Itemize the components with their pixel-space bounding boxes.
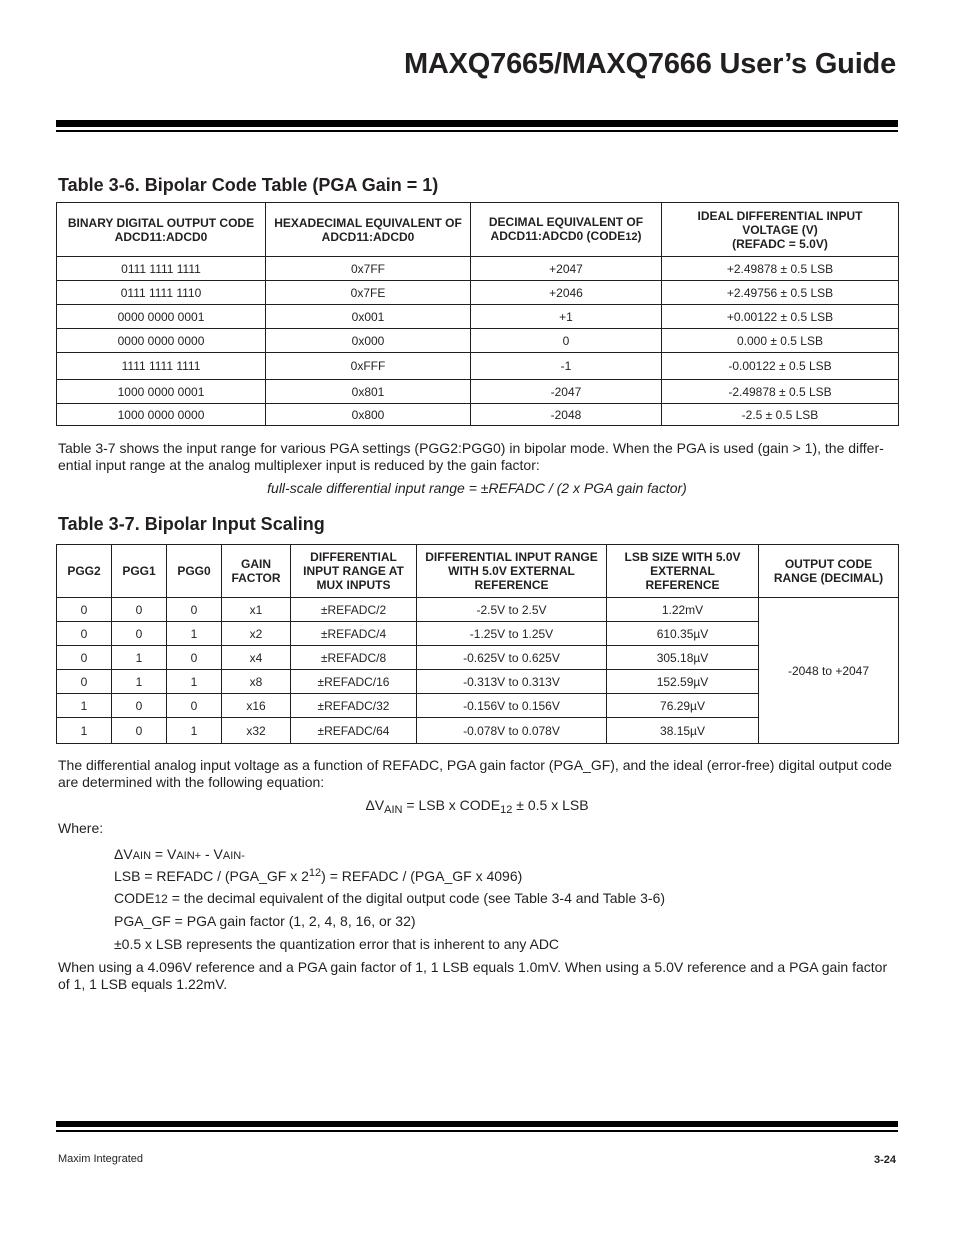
cell-ref-range: -1.25V to 1.25V [417, 622, 607, 646]
cell-gain: x8 [222, 670, 291, 694]
cell-ref-range: -0.156V to 0.156V [417, 694, 607, 718]
cell-mux-range: ±REFADC/64 [291, 718, 417, 744]
cell-binary: 0111 1111 1111 [57, 257, 266, 281]
cell-gain: x4 [222, 646, 291, 670]
header-binary-code: BINARY DIGITAL OUTPUT CODE ADCD11:ADCD0 [57, 203, 266, 257]
cell-hex: 0x801 [266, 380, 471, 404]
definition-pga-gf: PGA_GF = PGA gain factor (1, 2, 4, 8, 16, or 32) [114, 913, 416, 929]
cell-decimal: +2047 [471, 257, 662, 281]
header-rule-thin [56, 130, 898, 132]
cell-pgg1: 0 [112, 622, 167, 646]
cell-ref-range: -2.5V to 2.5V [417, 598, 607, 622]
header-input-range-mux: DIFFERENTIAL INPUT RANGE AT MUX INPUTS [291, 545, 417, 598]
cell-binary: 1000 0000 0001 [57, 380, 266, 404]
cell-binary: 0000 0000 0000 [57, 329, 266, 353]
cell-hex: 0x001 [266, 305, 471, 329]
table-row [57, 257, 899, 281]
cell-pgg1: 1 [112, 646, 167, 670]
definition-code12: CODE12 = the decimal equivalent of the digital output code (see Table 3-4 and Table 3-6) [114, 890, 666, 906]
table-row [57, 380, 899, 404]
formula-full-scale-range: full-scale differential input range = ±REFADC / (2 x PGA gain factor) [267, 480, 687, 496]
header-pgg1: PGG1 [112, 545, 167, 598]
cell-pgg2: 1 [57, 718, 112, 744]
equation-delta-vain: $\Delta V_{AIN}$ = LSB x $CODE_{12} \pm 0.5$ x LSB [365, 797, 589, 816]
table-row [57, 598, 899, 622]
cell-gain: x1 [222, 598, 291, 622]
cell-gain: x2 [222, 622, 291, 646]
cell-voltage: 0.000 ± 0.5 LSB [662, 329, 899, 353]
cell-lsb-size: 76.29µV [607, 694, 759, 718]
cell-pgg0: 1 [167, 718, 222, 744]
footer-rule-thick [56, 1121, 898, 1127]
cell-mux-range: ±REFADC/2 [291, 598, 417, 622]
cell-lsb-size: 305.18µV [607, 646, 759, 670]
cell-voltage: +2.49756 ± 0.5 LSB [662, 281, 899, 305]
footer-page-number: 3-24 [873, 1154, 896, 1166]
cell-decimal: +1 [471, 305, 662, 329]
table-row [57, 404, 899, 426]
cell-binary: 1111 1111 1111 [57, 353, 266, 380]
cell-mux-range: ±REFADC/32 [291, 694, 417, 718]
header-gain-factor: GAIN FACTOR [222, 545, 291, 598]
cell-mux-range: ±REFADC/8 [291, 646, 417, 670]
cell-lsb-size: 610.35µV [607, 622, 759, 646]
cell-pgg1: 0 [112, 718, 167, 744]
cell-decimal: -2047 [471, 380, 662, 404]
header-rule-thick [56, 120, 898, 127]
definition-lsb: LSB = REFADC / (PGA_GF x $2^{12}$) = REFADC / (PGA_GF x 4096) [114, 867, 523, 884]
cell-hex: 0x7FF [266, 257, 471, 281]
document-title: MAXQ7665/MAXQ7666 User’s Guide [403, 48, 896, 80]
cell-pgg2: 0 [57, 646, 112, 670]
bipolar-code-table [56, 202, 899, 426]
cell-hex: 0x800 [266, 404, 471, 426]
cell-pgg2: 1 [57, 694, 112, 718]
cell-pgg2: 0 [57, 598, 112, 622]
footer-company: Maxim Integrated [58, 1153, 143, 1165]
where-label: Where: [58, 820, 104, 836]
cell-voltage: +0.00122 ± 0.5 LSB [662, 305, 899, 329]
cell-ref-range: -0.313V to 0.313V [417, 670, 607, 694]
paragraph-lsb-examples: When using a 4.096V reference and a PGA gain factor of 1, 1 LSB equals 1.0mV. When using a 5.0V reference and a PGA gain factor of 1, 1 LSB equals 1.22mV. [58, 959, 888, 992]
cell-hex: 0x7FE [266, 281, 471, 305]
cell-voltage: -2.5 ± 0.5 LSB [662, 404, 899, 426]
table-row [57, 353, 899, 380]
header-pgg2: PGG2 [57, 545, 112, 598]
cell-lsb-size: 152.59µV [607, 670, 759, 694]
definition-quantization-error: ±0.5 x LSB represents the quantization error that is inherent to any ADC [114, 936, 560, 952]
cell-pgg0: 0 [167, 646, 222, 670]
cell-voltage: +2.49878 ± 0.5 LSB [662, 257, 899, 281]
table-3-7-title: Table 3-7. Bipolar Input Scaling [58, 514, 325, 534]
cell-ref-range: -0.625V to 0.625V [417, 646, 607, 670]
header-lsb-size: LSB SIZE WITH 5.0V EXTERNAL REFERENCE [607, 545, 759, 598]
cell-binary: 0111 1111 1110 [57, 281, 266, 305]
cell-lsb-size: 1.22mV [607, 598, 759, 622]
cell-ref-range: -0.078V to 0.078V [417, 718, 607, 744]
cell-pgg0: 1 [167, 622, 222, 646]
header-output-code-range: OUTPUT CODE RANGE (DECIMAL) [759, 545, 899, 598]
cell-decimal: -2048 [471, 404, 662, 426]
paragraph-pga-range: Table 3-7 shows the input range for various PGA settings (PGG2:PGG0) in bipolar mode. When the PGA is used (gain > 1), the differ-ential input range at the analog multiplexer input is reduced by the gain factor: [58, 440, 884, 473]
header-hex-equivalent: HEXADECIMAL EQUIVALENT OF ADCD11:ADCD0 [266, 203, 471, 257]
cell-hex: 0x000 [266, 329, 471, 353]
table-row [57, 281, 899, 305]
cell-pgg2: 0 [57, 670, 112, 694]
cell-decimal: +2046 [471, 281, 662, 305]
cell-binary: 0000 0000 0001 [57, 305, 266, 329]
bipolar-input-scaling-table [56, 544, 899, 744]
cell-lsb-size: 38.15µV [607, 718, 759, 744]
table-3-6-title: Table 3-6. Bipolar Code Table (PGA Gain = 1) [58, 175, 439, 195]
table-row [57, 305, 899, 329]
cell-pgg1: 1 [112, 670, 167, 694]
cell-decimal: 0 [471, 329, 662, 353]
cell-pgg0: 0 [167, 598, 222, 622]
header-ideal-voltage: IDEAL DIFFERENTIAL INPUT VOLTAGE (V) (REFADC = 5.0V) [662, 203, 899, 257]
cell-pgg2: 0 [57, 622, 112, 646]
cell-voltage: -2.49878 ± 0.5 LSB [662, 380, 899, 404]
cell-gain: x16 [222, 694, 291, 718]
cell-mux-range: ±REFADC/16 [291, 670, 417, 694]
cell-pgg1: 0 [112, 598, 167, 622]
cell-gain: x32 [222, 718, 291, 744]
table-header-row [57, 545, 899, 598]
cell-binary: 1000 0000 0000 [57, 404, 266, 426]
cell-pgg0: 0 [167, 694, 222, 718]
cell-decimal: -1 [471, 353, 662, 380]
cell-output-code-range: -2048 to +2047 [759, 598, 899, 744]
header-pgg0: PGG0 [167, 545, 222, 598]
cell-voltage: -0.00122 ± 0.5 LSB [662, 353, 899, 380]
cell-mux-range: ±REFADC/4 [291, 622, 417, 646]
header-decimal-equivalent: DECIMAL EQUIVALENT OF ADCD11:ADCD0 (CODE12) [471, 203, 662, 257]
definition-delta-vain: ΔVAIN = VAIN+ - VAIN- [114, 846, 245, 862]
paragraph-equation-intro: The differential analog input voltage as a function of REFADC, PGA gain factor (PGA_GF), and the ideal (error-free) digital output code are determined with the following equation: [58, 757, 892, 790]
cell-pgg0: 1 [167, 670, 222, 694]
cell-pgg1: 0 [112, 694, 167, 718]
table-header-row [57, 203, 899, 257]
table-row [57, 329, 899, 353]
cell-hex: 0xFFF [266, 353, 471, 380]
footer-rule-thin [56, 1130, 898, 1132]
header-input-range-ref: DIFFERENTIAL INPUT RANGE WITH 5.0V EXTERNAL REFERENCE [417, 545, 607, 598]
